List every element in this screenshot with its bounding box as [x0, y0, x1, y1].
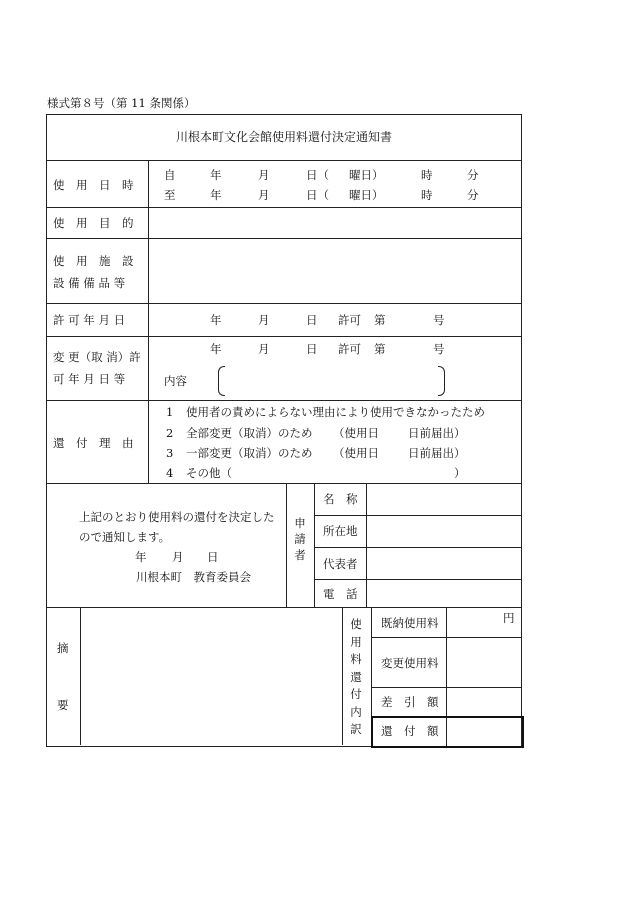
- to-month: 月: [258, 188, 270, 202]
- applicant-phone-label: 電 話: [323, 587, 358, 601]
- applicant-row-divider: [315, 579, 521, 580]
- row-divider: [47, 483, 521, 484]
- form-number-label: 様式第８号（第 11 条関係）: [47, 96, 196, 110]
- facility-label-line2: 設 備 備 品 等: [53, 276, 126, 290]
- reason-2-text: 全部変更（取消）のため: [186, 426, 313, 440]
- reason-3-number: 3: [166, 446, 174, 460]
- row-divider: [47, 160, 521, 161]
- notice-divider: [286, 483, 287, 607]
- applicant-row-divider: [315, 515, 521, 516]
- notice-line1: 上記のとおり使用料の還付を決定した: [79, 510, 275, 524]
- from-month: 月: [258, 168, 270, 182]
- applicant-field-divider: [366, 483, 367, 607]
- content-bracket-right: [438, 366, 445, 396]
- facility-label-line1: 使 用 施 設: [53, 254, 134, 268]
- summary-label-divider: [80, 607, 81, 745]
- refund-row-difference-label: 差 引 額: [381, 695, 439, 709]
- row-divider: [47, 238, 521, 239]
- to-prefix: 至: [164, 188, 176, 202]
- from-year: 年: [210, 168, 222, 182]
- notice-line2: ので通知します。: [79, 530, 171, 544]
- reason-1-number: 1: [166, 405, 174, 419]
- applicant-label: 申 請 者: [294, 516, 306, 562]
- refund-row-amount-label: 還 付 額: [381, 724, 439, 738]
- from-day: 日（: [306, 168, 329, 182]
- purpose-label: 使 用 目 的: [53, 216, 134, 230]
- permit-month: 月: [258, 313, 270, 327]
- reason-3-text: 一部変更（取消）のため: [186, 446, 313, 460]
- row-divider: [47, 303, 521, 304]
- change-month: 月: [258, 342, 270, 356]
- summary-label-bottom: 要: [57, 698, 69, 712]
- reason-3-extra1: （使用日: [333, 446, 379, 460]
- applicant-row-divider: [315, 547, 521, 548]
- permit-day: 日: [306, 313, 318, 327]
- to-weekday: 曜日）: [349, 188, 384, 202]
- refund-row-changed-label: 変更使用料: [381, 656, 439, 670]
- permit-word: 許可: [338, 313, 361, 327]
- notice-date-month: 月: [172, 550, 184, 564]
- permit-year: 年: [210, 313, 222, 327]
- change-day: 日: [306, 342, 318, 356]
- to-day: 日（: [306, 188, 329, 202]
- reason-2-extra1: （使用日: [333, 426, 379, 440]
- applicant-name-label: 名 称: [323, 492, 358, 506]
- refund-row-divider: [372, 687, 521, 688]
- row-divider: [47, 607, 521, 608]
- from-weekday: 曜日）: [349, 168, 384, 182]
- to-minute: 分: [467, 188, 479, 202]
- change-year: 年: [210, 342, 222, 356]
- use-datetime-label: 使 用 日 時: [53, 178, 134, 192]
- change-content-label: 内容: [164, 374, 187, 388]
- reason-2-extra2: 日前届出）: [408, 426, 466, 440]
- change-date-label-line2: 可 年 月 日 等: [53, 372, 126, 386]
- label-column-divider: [148, 160, 149, 483]
- content-bracket-left: [218, 366, 225, 396]
- to-year: 年: [210, 188, 222, 202]
- notice-date-year: 年: [135, 550, 147, 564]
- reason-3-extra2: 日前届出）: [408, 446, 466, 460]
- row-divider: [47, 400, 521, 401]
- row-divider: [47, 336, 521, 337]
- summary-label-top: 摘: [57, 641, 69, 655]
- reason-4-text: その他（: [186, 466, 232, 480]
- change-number-suffix: 号: [433, 342, 445, 356]
- applicant-representative-label: 代表者: [323, 557, 358, 571]
- from-hour: 時: [421, 168, 433, 182]
- change-date-label-line1: 変 更（取 消）許: [53, 350, 141, 364]
- summary-content-divider: [342, 607, 343, 745]
- form-title: 川根本町文化会館使用料還付決定通知書: [175, 130, 392, 144]
- from-prefix: 自: [164, 168, 176, 182]
- refund-amount-divider: [446, 718, 447, 746]
- refund-detail-label: 使 用 料 還 付 内 訳: [350, 617, 362, 736]
- applicant-address-label: 所在地: [323, 524, 358, 538]
- change-number-prefix: 第: [374, 342, 386, 356]
- change-permit-word: 許可: [338, 342, 361, 356]
- notice-issuer: 川根本町 教育委員会: [136, 570, 251, 584]
- refund-reason-label: 還 付 理 由: [53, 436, 134, 450]
- reason-1-text: 使用者の責めによらない理由により使用できなかったため: [186, 405, 485, 419]
- permit-date-label: 許 可 年 月 日: [53, 313, 126, 327]
- reason-2-number: 2: [166, 426, 174, 440]
- applicant-label-divider: [314, 483, 315, 607]
- permit-number-suffix: 号: [433, 313, 445, 327]
- refund-row-divider: [372, 637, 521, 638]
- refund-row-paid-unit: 円: [503, 611, 515, 625]
- to-hour: 時: [421, 188, 433, 202]
- permit-number-prefix: 第: [374, 313, 386, 327]
- row-divider: [47, 207, 521, 208]
- notice-date-day: 日: [207, 550, 219, 564]
- refund-row-paid-label: 既納使用料: [381, 616, 439, 630]
- reason-4-number: 4: [166, 466, 174, 480]
- from-minute: 分: [467, 168, 479, 182]
- reason-4-extra2: ）: [454, 466, 466, 480]
